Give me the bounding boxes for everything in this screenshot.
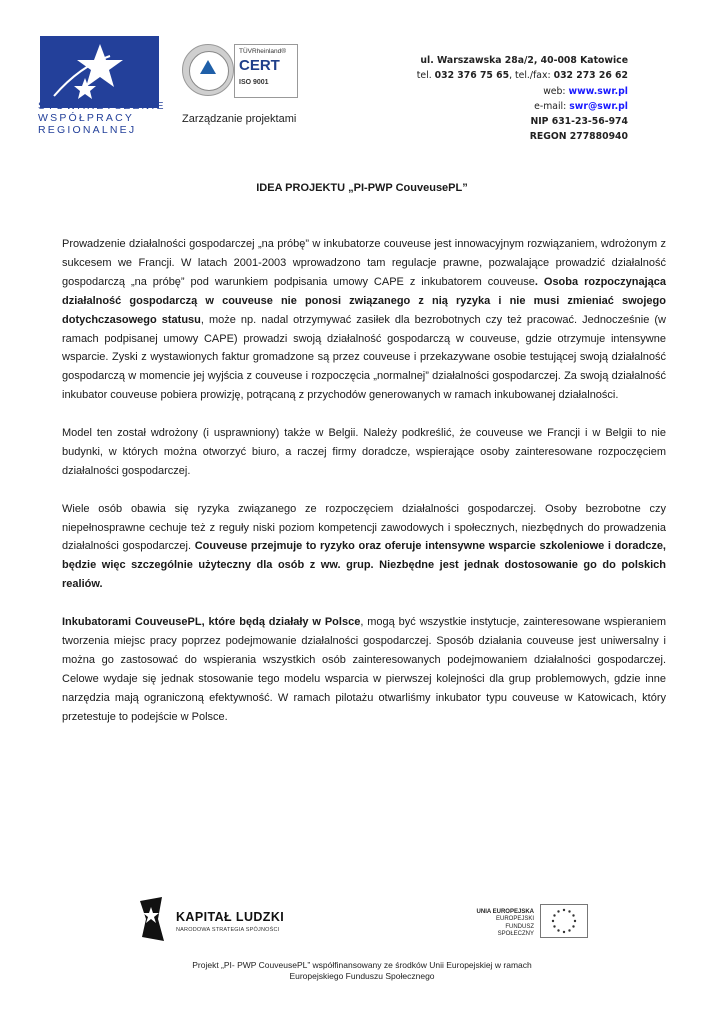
tuv-cert-badge — [182, 44, 296, 98]
document-title: IDEA PROJEKTU „PI-PWP CouveusePL” — [256, 182, 468, 194]
paragraph-1 — [62, 235, 666, 405]
logo-line-1: STOWARZYSZENIE — [38, 100, 166, 112]
fax-value: 032 273 26 62 — [553, 70, 628, 82]
p3-bold: Couveuse przejmuje to ryzyko oraz oferuje intensywne wsparcie szkoleniowe i doradcze, będzie więc szczególnie użyteczny dla osób z ww. grup. Niezbędne jest jednak dostosowanie go do polskich realiów. — [62, 540, 666, 591]
paragraph-2: Model ten został wdrożony (i usprawniony) także w Belgii. Należy podkreślić, że couveuse we Francji i w Belgii to nie budynki, w których można otworzyć biuro, a raczej firmy doradcze, wspierające osoby zainteresowane rozpoczęciem działalności gospodarczej. — [62, 427, 666, 477]
eu-line-1: UNIA EUROPEJSKA — [476, 909, 534, 915]
eu-text — [474, 909, 534, 939]
stars-icon — [40, 36, 159, 108]
document-body — [62, 235, 666, 745]
footer-note-line-2: Europejskiego Funduszu Społecznego — [289, 970, 435, 981]
tel-label: tel. — [416, 70, 432, 82]
cert-box — [234, 44, 298, 98]
p1-text-c: , może np. nadal otrzymywać zasiłek dla bezrobotnych czy też pracować. Jednocześnie (w ramach podpisanej umowy CAPE) prowadzi swoją działalność gospodarczą w couveuse, gdzie otrzymuje intensywne wsparcie. Zyski z wystawionych faktur gromadzone są przez couveuse i przekazywane osobie testującej swoją działalność gospodarczą w momencie jej wyjścia z couveuse i rozpoczęcia „normalnej” działalności gospodarczej. Za swoją działalność inkubator couveuse pobiera prowizję, potrącaną z przychodów generowanych w ramach inkubowanej działalności. — [62, 313, 666, 402]
p1-text-a: Prowadzenie działalności gospodarczej „na próbę” w inkubatorze couveuse jest innowacyjnym rozwiązaniem, wdrożonym z sukcesem we Francji. W latach 2001-2003 wprowadzono tam regulacje prawne, pozwalające prowadzić działalność gospodarczą „na próbę” pod warunkiem podpisania umowy CAPE z inkubatorem couveuse — [62, 238, 666, 288]
paragraph-4 — [62, 613, 666, 726]
email-link[interactable]: swr@swr.pl — [569, 100, 628, 112]
email-label: e-mail: — [534, 100, 567, 112]
web-label: web: — [543, 85, 566, 97]
footer-note — [0, 960, 724, 981]
cert-brand: TÜVRheinland® — [239, 48, 287, 55]
logo-line-2: WSPÓŁPRACY — [38, 112, 135, 124]
web-link[interactable]: www.swr.pl — [568, 85, 628, 97]
cert-label: CERT — [239, 57, 280, 74]
paragraph-3 — [62, 500, 666, 595]
kapital-ludzki-logo-icon — [136, 897, 166, 943]
contact-nip: NIP 631-23-56-974 — [530, 116, 628, 128]
eu-flag-icon — [540, 904, 588, 938]
p4-text-b: , mogą być wszystkie instytucje, zainteresowane wspieraniem tworzenia miejsc pracy poprzez podejmowanie działalności gospodarczej. Sposób działania couveuse jest uniwersalny i można go zastosować do wspierania wszystkich osób zainteresowanych podejmowaniem działalności gospodarczej. Celowe wydaje się jednak stosowanie tego modelu wsparcia w pierwszej kolejności dla grup problemowych, gdzie inne narzędzia mają ograniczoną efektywność. W ramach pilotażu otwarliśmy inkubator typu couveuse w Katowicach, który przetestuje to podejście w Polsce. — [62, 616, 666, 723]
swr-logo-text — [38, 100, 166, 136]
contact-web-line — [417, 84, 628, 99]
logo-line-3: REGIONALNEJ — [38, 124, 137, 136]
kapital-ludzki-subtitle: NARODOWA STRATEGIA SPÓJNOŚCI — [176, 927, 280, 933]
fax-label: , tel./fax: — [509, 70, 551, 82]
contact-address: ul. Warszawska 28a/2, 40-008 Katowice — [420, 55, 628, 66]
tuv-round-seal — [182, 44, 234, 96]
p3-text-a: Wiele osób obawia się ryzyka związanego ze rozpoczęciem działalności gospodarczej. Osoby bezrobotne czy niepełnosprawne cechuje też z reguły niski poziom kompetencji zawodowych i społecznych, niezbędnych do prowadzenia działalności gospodarczej. — [62, 502, 666, 553]
tel-value: 032 376 75 65 — [434, 70, 510, 82]
p4-bold: Inkubatorami CouveusePL, które będą działały w Polsce — [62, 616, 361, 629]
footer-note-line-1: Projekt „PI- PWP CouveusePL” współfinansowany ze środków Unii Europejskiej w ramach — [192, 960, 532, 970]
contact-block — [417, 53, 628, 145]
swr-logo-mark — [40, 36, 159, 108]
eu-line-2: EUROPEJSKI — [495, 916, 534, 923]
p1-bold: . Osoba rozpoczynająca działalność gospodarczą w couveuse nie ponosi związanego z nią ryzyka i nie musi zmieniać swojego dotychczasowego statusu — [62, 275, 666, 326]
header-caption: Zarządzanie projektami — [182, 113, 297, 125]
contact-regon: REGON 277880940 — [529, 131, 628, 143]
tuv-triangle-icon — [200, 60, 216, 74]
contact-email-line — [417, 99, 628, 114]
contact-phone-line — [417, 68, 628, 83]
kapital-ludzki-title: KAPITAŁ LUDZKI — [176, 910, 285, 924]
cert-standard: ISO 9001 — [239, 79, 269, 86]
eu-line-3: FUNDUSZ SPOŁECZNY — [497, 923, 534, 938]
